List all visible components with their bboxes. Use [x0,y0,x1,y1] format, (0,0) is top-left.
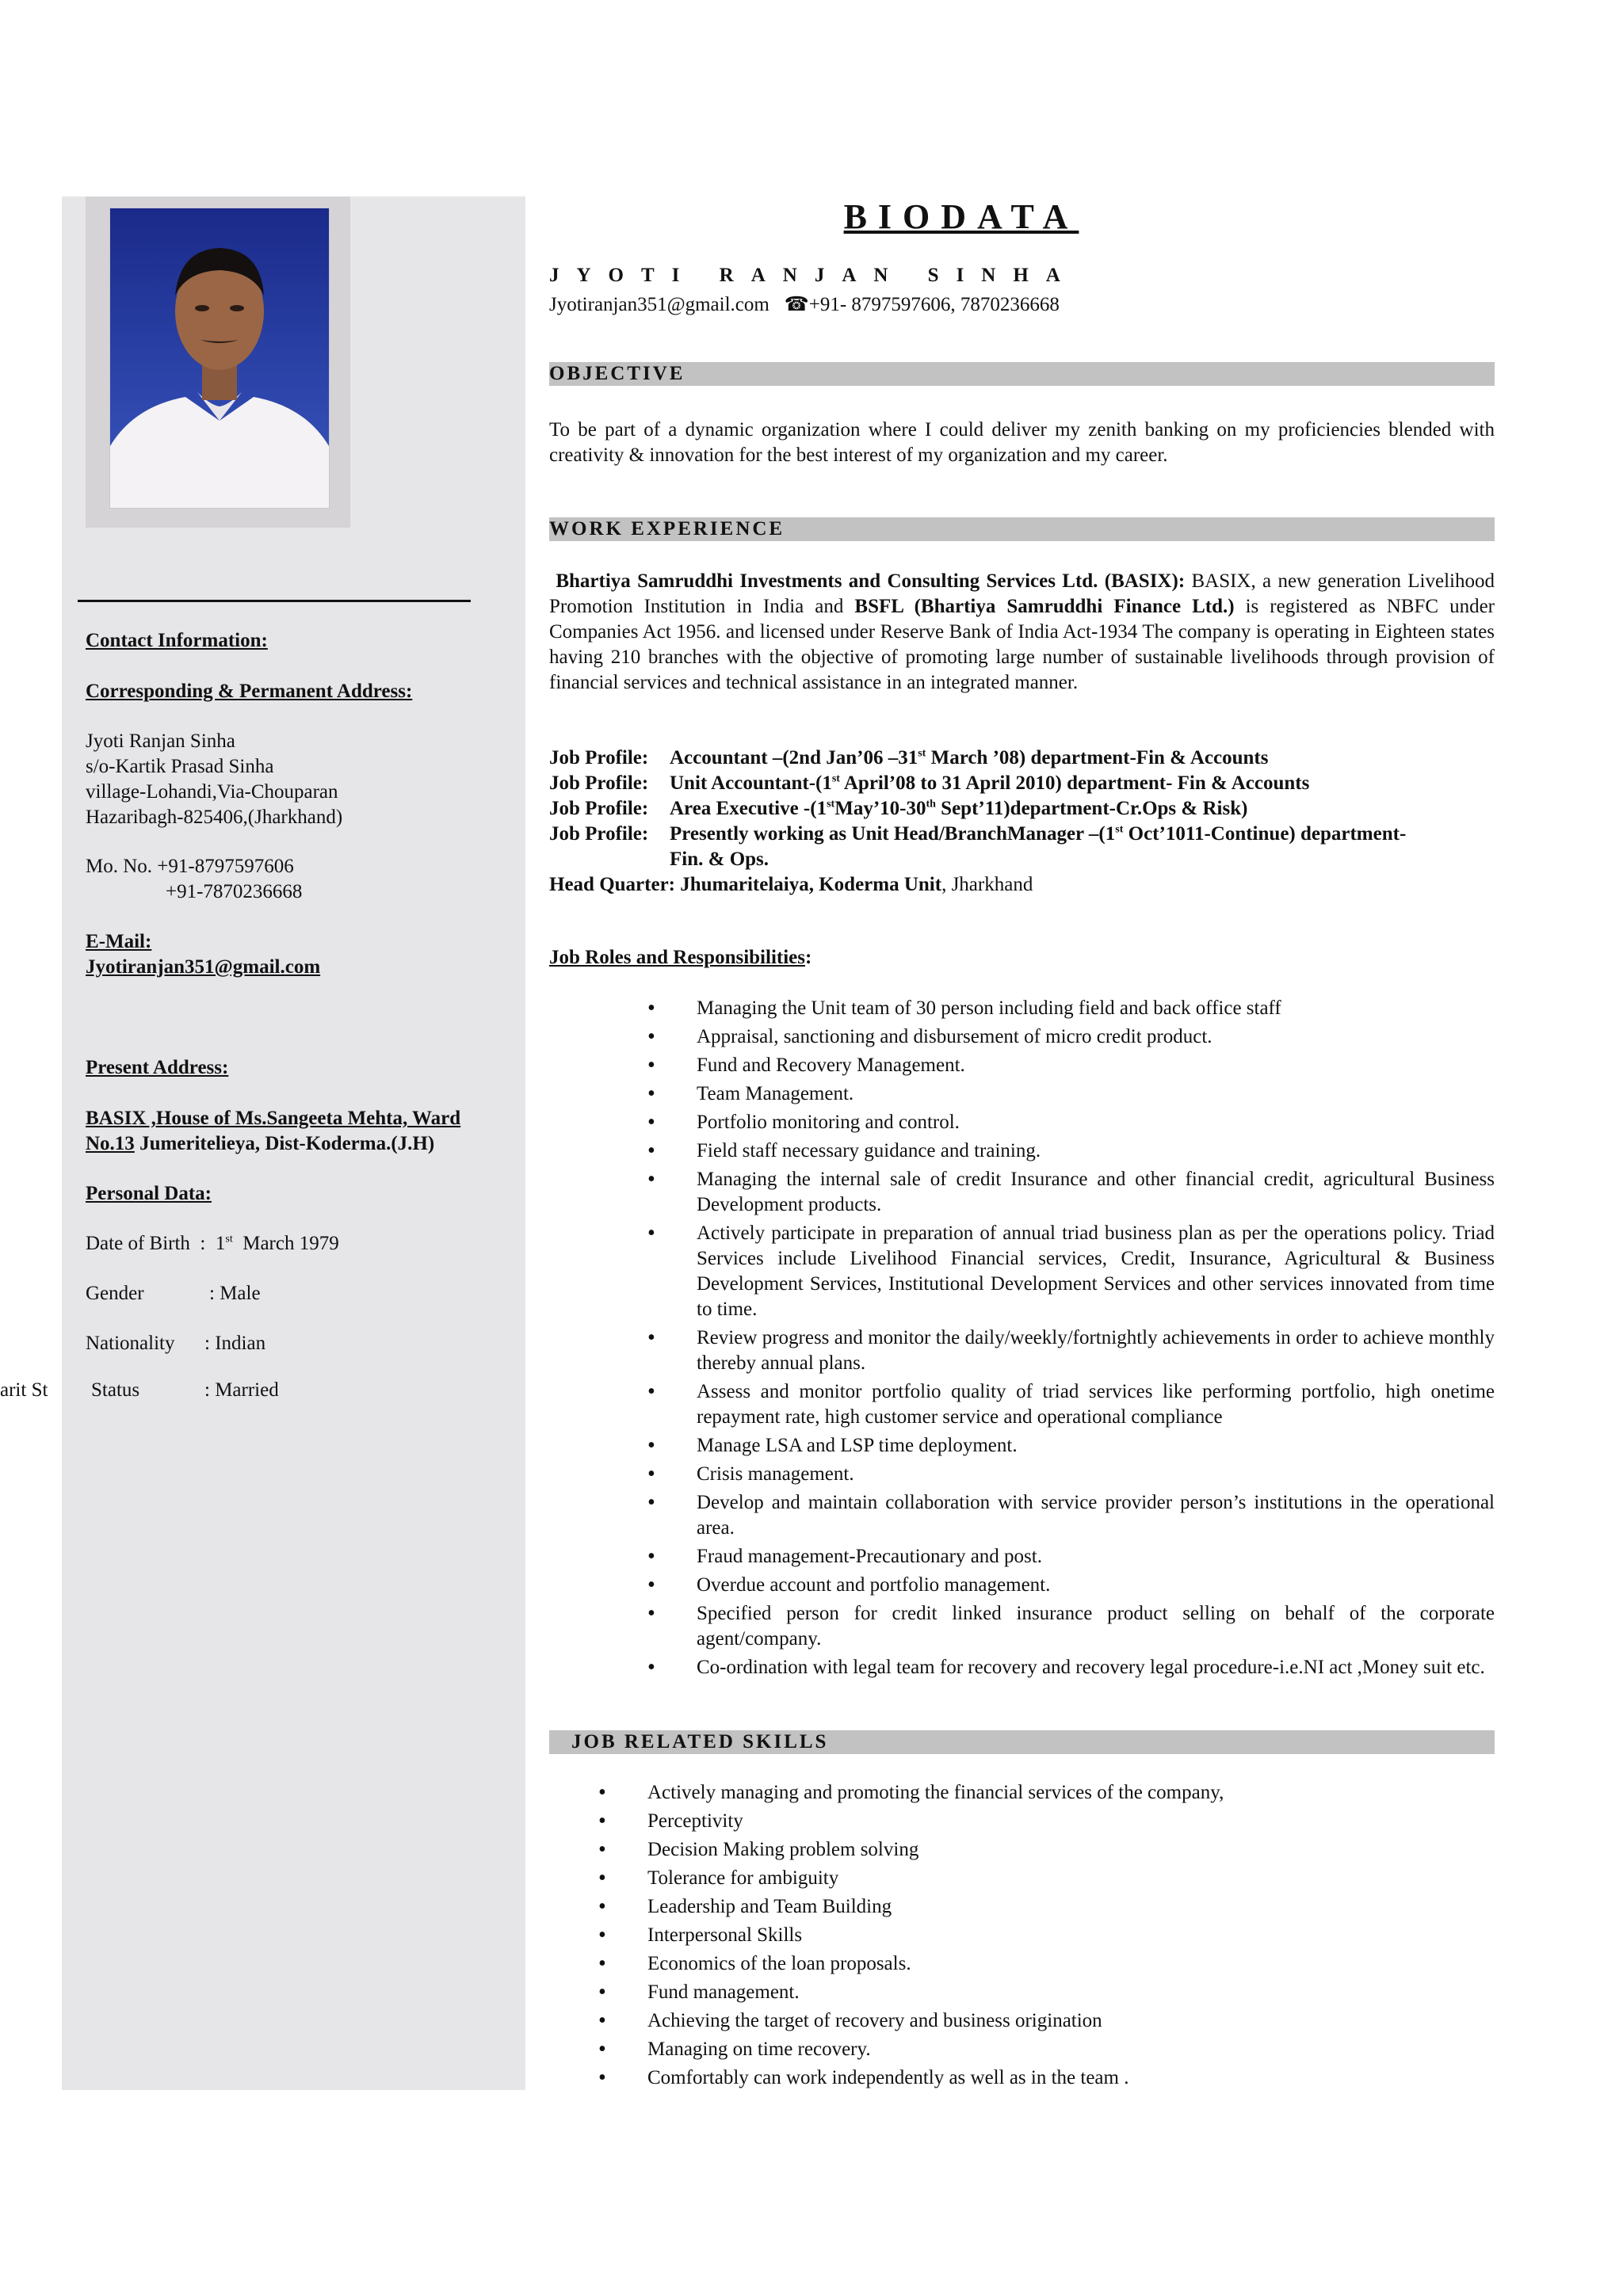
list-item: • Decision Making problem solving [647,1837,1495,1863]
list-item: • Appraisal, sanctioning and disbursement of micro credit product. [697,1024,1495,1050]
dob-day: 1 [215,1233,226,1254]
email-link[interactable]: Jyotiranjan351@gmail.com [86,956,321,978]
hq-state: , Jharkhand [941,874,1033,895]
contact-heading: Contact Information: [86,630,268,651]
list-item: • Interpersonal Skills [647,1923,1495,1948]
list-item: • Co-ordination with legal team for recovery and recovery legal procedure-i.e.NI act ,Money suit etc. [697,1655,1495,1680]
skills-list [647,1780,1495,2094]
mobile-number-1: +91-8797597606 [157,856,294,877]
job-profile-row: Job Profile: Area Executive -(1stMay’10-30th Sept’11)department-Cr.Ops & Risk) [549,796,1406,822]
list-item: • Achieving the target of recovery and business origination [647,2008,1495,2034]
nationality-value: Indian [215,1333,266,1354]
company-description [549,569,1495,696]
list-item: • Fraud management-Precautionary and post. [697,1544,1495,1569]
job-profile-row: Job Profile: Accountant –(2nd Jan’06 –31st March ’08) department-Fin & Accounts [549,746,1406,771]
person-photo-icon [110,208,329,508]
job-profile-label: Job Profile: [549,798,649,819]
header-email[interactable]: Jyotiranjan351@gmail.com [549,294,769,315]
roles-heading: Job Roles and Responsibilities: [549,947,812,968]
head-quarter [549,872,1406,898]
present-address-line-1: BASIX ,House of Ms.Sangeeta Mehta, Ward [86,1108,461,1129]
status-row: Status : Married [91,1378,535,1403]
email-heading: E-Mail: [86,931,152,952]
telephone-icon: ☎ [784,294,809,315]
job-profiles [549,746,1406,898]
profile-photo [86,196,350,528]
list-item: • Review progress and monitor the daily/weekly/fortnightly achievements in order to achieve monthly thereby annual plans. [697,1325,1495,1376]
list-item: • Portfolio monitoring and control. [697,1110,1495,1135]
dob-label: Date of Birth [86,1233,190,1254]
list-item: • Managing the internal sale of credit Insurance and other financial credit, agricultural Business Development products. [697,1167,1495,1218]
list-item: • Comfortably can work independently as well as in the team . [647,2065,1495,2091]
present-address-heading: Present Address: [86,1057,229,1078]
job-profile-row-cont: Fin. & Ops. [670,849,769,870]
marital-label-cut: arit St [0,1379,48,1401]
job-profile-label: Job Profile: [549,747,649,769]
address-line: Hazaribagh-825406,(Jharkhand) [86,807,343,828]
nationality-row: Nationality : Indian [86,1331,529,1356]
objective-text: To be part of a dynamic organization where I could deliver my zenith banking on my proficiencies blended with creativity & innovation for the best interest of my organization and my career. [549,419,1495,466]
email-block [86,929,529,980]
mobile-number-2: +91-7870236668 [166,881,303,902]
address-heading: Corresponding & Permanent Address: [86,681,413,702]
list-item: • Tolerance for ambiguity [647,1866,1495,1891]
dob-sup: st [225,1233,233,1245]
header-phones: +91- 8797597606, 7870236668 [808,294,1060,315]
list-item: • Field staff necessary guidance and training. [697,1138,1495,1164]
address-line: s/o-Kartik Prasad Sinha [86,756,274,777]
company-text-1: BASIX, a new generation Livelihood Promotion Institution in India and [549,570,1495,617]
list-item: • Actively managing and promoting the financial services of the company, [647,1780,1495,1806]
present-address [86,1106,529,1157]
job-profile-row: Job Profile: Unit Accountant-(1st April’08 to 31 April 2010) department- Fin & Accounts [549,771,1406,796]
list-item: • Leadership and Team Building [647,1894,1495,1920]
permanent-address [86,729,529,830]
mobile-numbers [86,854,529,905]
person-photo [109,208,330,509]
address-line: Jyoti Ranjan Sinha [86,730,235,752]
address-line: village-Lohandi,Via-Chouparan [86,781,338,803]
list-item: • Fund and Recovery Management. [697,1053,1495,1078]
list-item: • Overdue account and portfolio management. [697,1573,1495,1598]
page-title: BIODATA [843,197,1079,236]
present-address-line-2: Jumeritelieya, Dist-Koderma.(J.H) [134,1133,435,1154]
status-value: Married [215,1379,279,1401]
dob-row: Date of Birth : 1st March 1979 [86,1233,339,1254]
objective-heading: OBJECTIVE [549,362,1495,386]
header-contact [549,292,1060,316]
list-item: • Team Management. [697,1081,1495,1107]
sidebar-divider [78,600,471,602]
list-item: • Assess and monitor portfolio quality of triad services like performing portfolio, high onetime repayment rate, high customer service and operational compliance [697,1379,1495,1430]
list-item: • Specified person for credit linked insurance product selling on behalf of the corporate agent/company. [697,1601,1495,1652]
job-profile-label: Job Profile: [549,823,649,845]
roles-list [697,996,1495,1684]
gender-label: Gender [86,1283,144,1304]
list-item: • Managing the Unit team of 30 person including field and back office staff [697,996,1495,1021]
list-item: • Crisis management. [697,1462,1495,1487]
gender-row: Gender : Male [86,1281,529,1306]
list-item: • Actively participate in preparation of annual triad business plan as per the operations policy. Triad Services include Livelihood Financial services, Credit, Insurance, Agricultural & Business Development Services, Institutional Development Services and other services innovated from time to time. [697,1221,1495,1322]
status-label: Status [91,1379,140,1401]
list-item: • Managing on time recovery. [647,2037,1495,2062]
list-item: • Perceptivity [647,1809,1495,1834]
hq-label: Head Quarter: Jhumaritelaiya, Koderma Unit [549,874,942,895]
work-experience-heading: WORK EXPERIENCE [549,517,1495,541]
dob-value: March 1979 [242,1233,339,1254]
job-profile-row: Job Profile: Presently working as Unit Head/BranchManager –(1st Oct’1011-Continue) department- [549,822,1406,847]
bsfl-name: BSFL (Bhartiya Samruddhi Finance Ltd.) [854,596,1235,617]
nationality-label: Nationality [86,1333,175,1354]
personal-heading: Personal Data: [86,1183,212,1204]
list-item: • Economics of the loan proposals. [647,1951,1495,1977]
list-item: • Manage LSA and LSP time deployment. [697,1433,1495,1459]
company-name: Bhartiya Samruddhi Investments and Consulting Services Ltd. (BASIX): [556,570,1186,592]
list-item: • Fund management. [647,1980,1495,2005]
present-address-ward: No.13 [86,1133,135,1154]
job-profile-label: Job Profile: [549,772,649,794]
list-item: • Develop and maintain collaboration with service provider person’s institutions in the operational area. [697,1490,1495,1541]
company-text-2: is registered as NBFC under Companies Act 1956. and licensed under Reserve Bank of India Act-1934 The company is operating in Eighteen states having 210 branches with the objective of promoting large number of sustainable livelihoods through provision of financial services and technical assistance in an integrated manner. [549,596,1495,693]
gender-value: Male [220,1283,261,1304]
skills-heading: JOB RELATED SKILLS [549,1730,1495,1754]
candidate-name: JYOTI RANJAN SINHA [549,265,1078,286]
mobile-label: Mo. No. [86,856,153,877]
